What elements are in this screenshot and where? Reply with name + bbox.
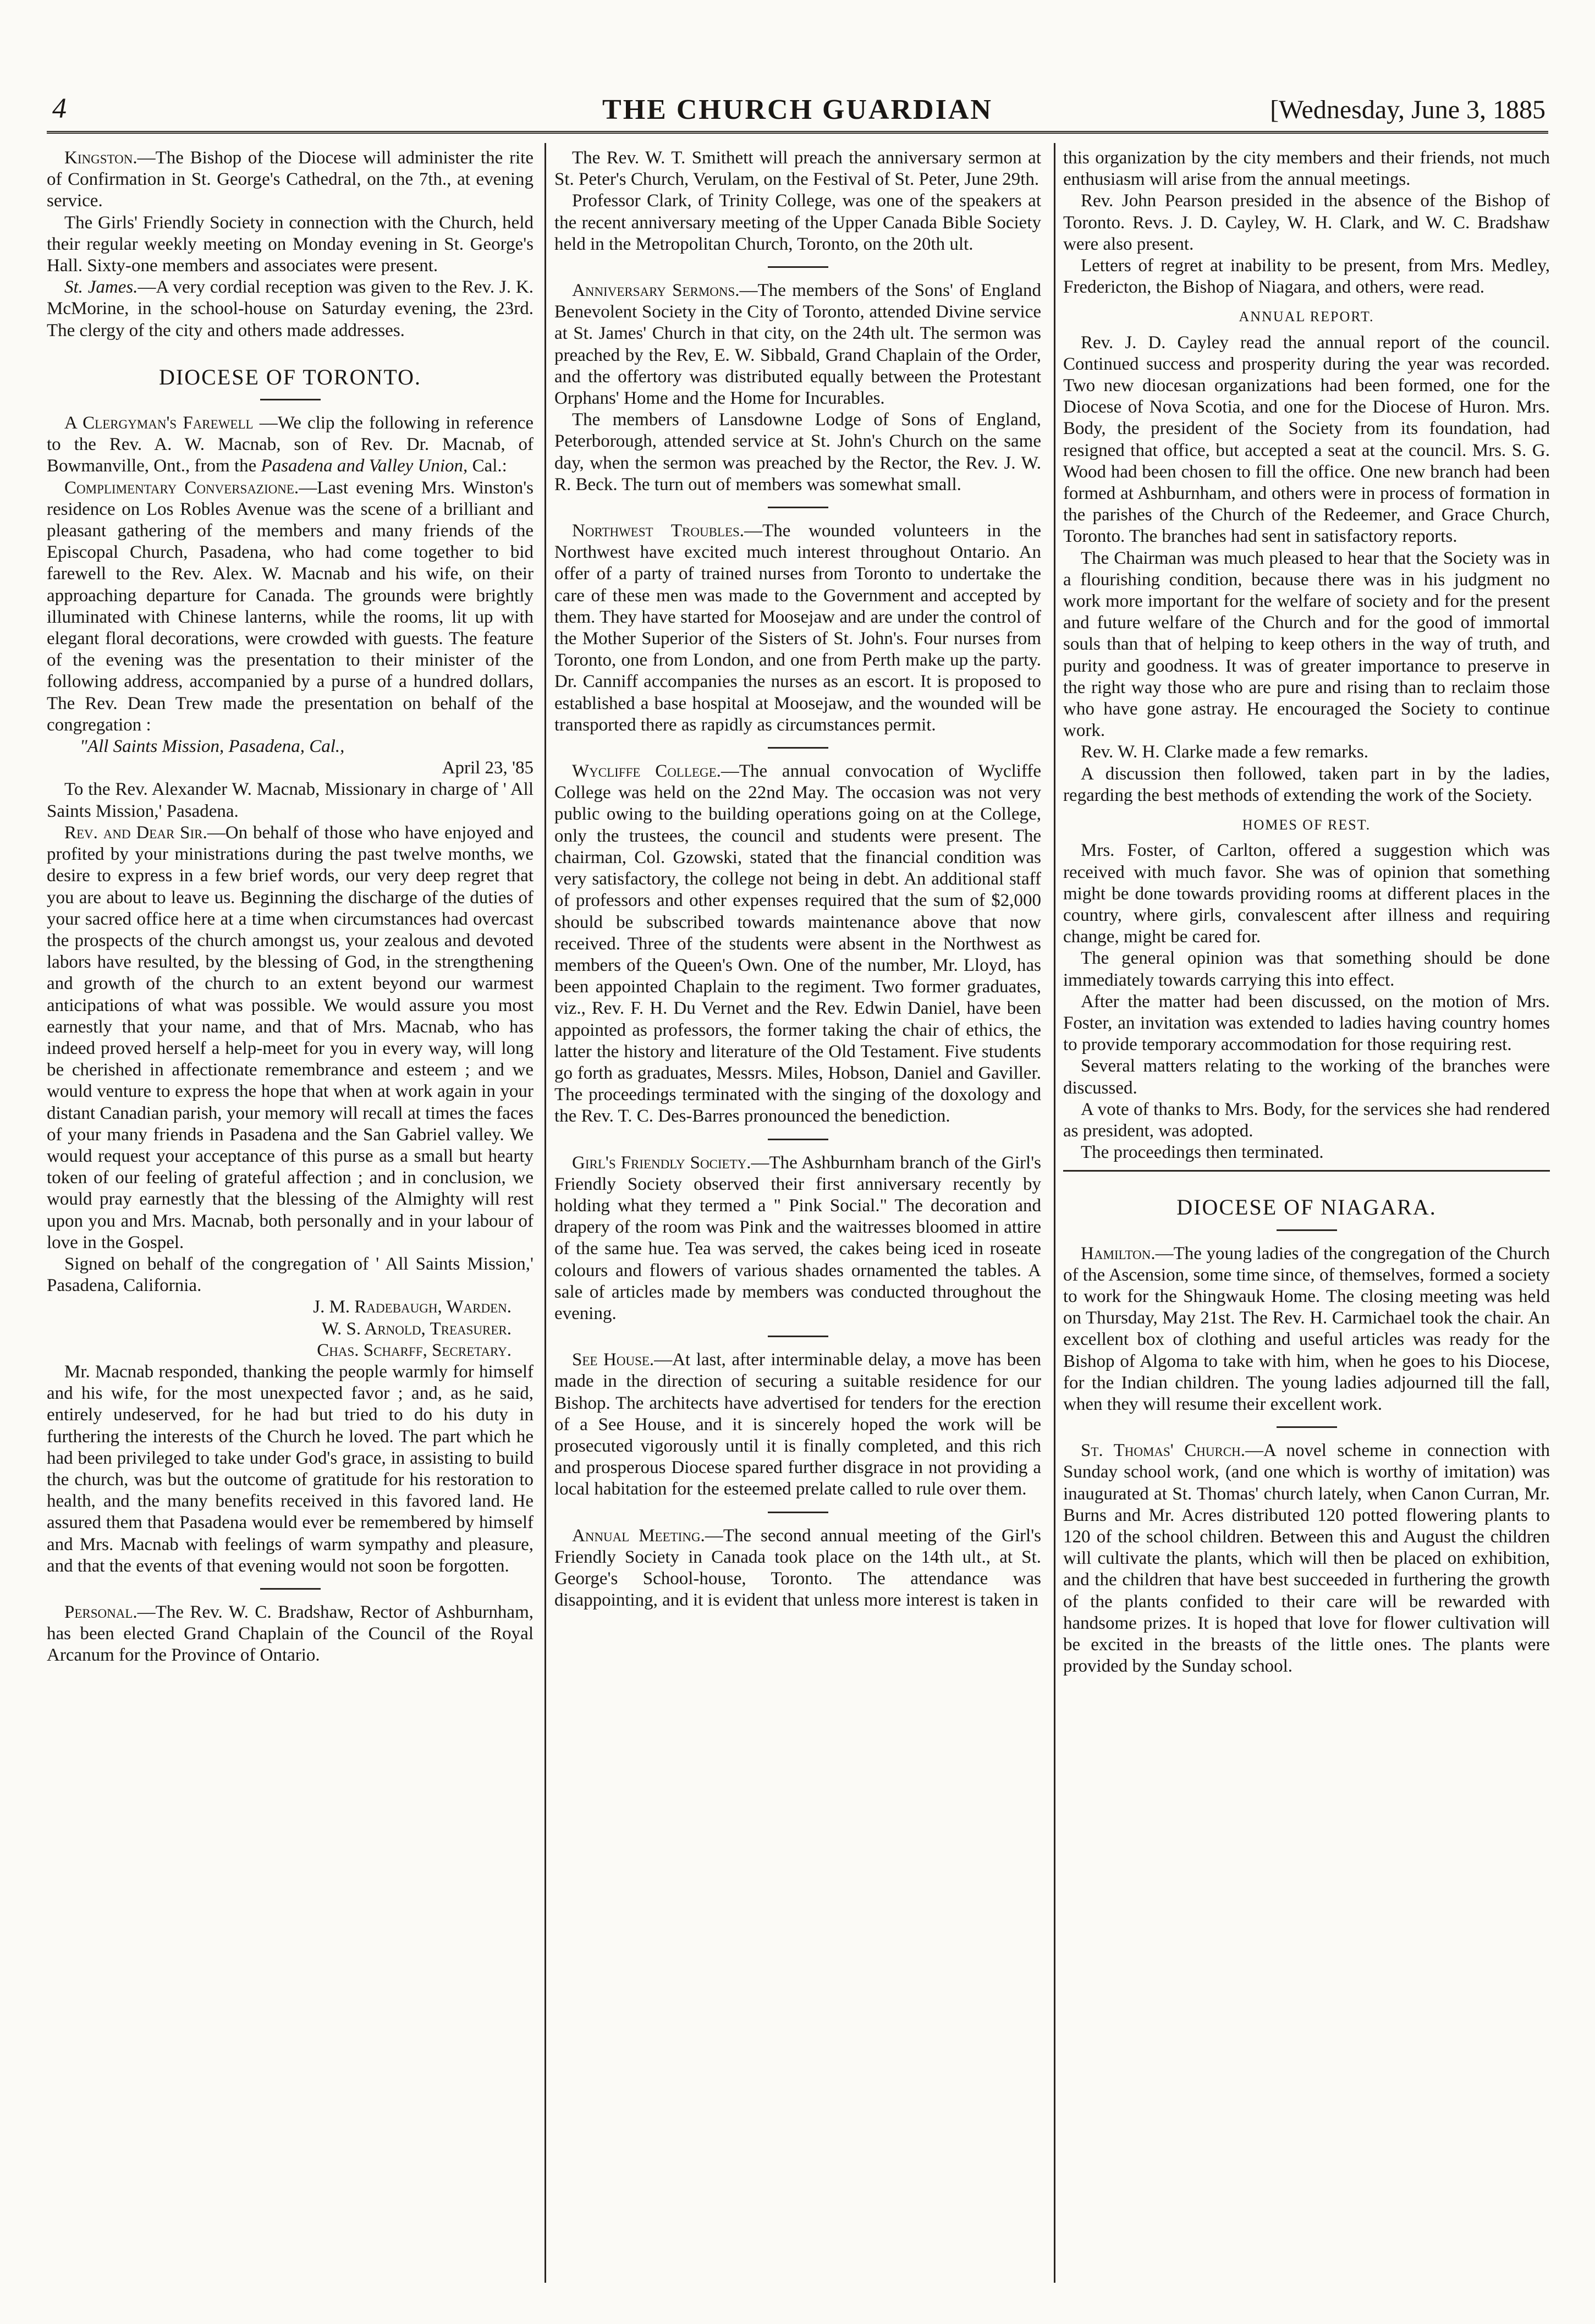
article-text: Rev. J. D. Cayley read the annual report of the council. Continued success and prosperity during the year was recorded. Two new diocesan organizations had been formed, one for the Diocese of Nova Scotia, and one for the Diocese of Huron. Mrs. Body, the president of the Society from its foundation, had resigned that office, but accepted a seat at the council. Mrs. S. G. Wood had been chosen to fill the office. One new branch had been formed at Ashburnham, and others were in process of formation in the parishes of the Church of the Redeemer, and Grace Church, Toronto. The branches had sent in satisfactory reports. <box>1063 332 1550 547</box>
article-lead: Personal. <box>64 1602 138 1622</box>
article-text: —On behalf of those who have enjoyed and profited by your ministrations during the past twelve months, we desire to express in a few brief words, our very deep regret that you are about to leave us. Beginning the discharge of the duties of your sacred office here at a time when circumstances had overcast the prospects of the church amongst us, your zealous and devoted labors have resulted, by the blessing of God, in the strengthening and growth of the church to an extent beyond our warmest anticipations of what was possible. We would assure you most earnestly that your name, and that of Mrs. Macnab, who has indeed proved herself a help-meet for you in every way, will long be cherished in affectionate remembrance and esteem ; and we would venture to express the hope that when at work again in your distant Canadian parish, your memory will recall at times the faces of your many friends in Pasadena and the San Gabriel valley. We would request your acceptance of this purse as a small but hearty token of our feeling of grateful affection ; and in conclusion, we would pray earnestly that the blessing of the Almighty will rest upon you and Mrs. Macnab, both personally and in your labour of love in the Gospel. <box>47 822 534 1252</box>
address-recipient: To the Rev. Alexander W. Macnab, Missionary in charge of ' All Saints Mission,' Pasadena. <box>47 779 534 821</box>
article-kingston <box>47 147 534 212</box>
article-lead: Hamilton. <box>1081 1243 1156 1263</box>
article-conversazione <box>47 477 534 736</box>
section-rule <box>1277 1426 1337 1428</box>
article-text: Rev. W. H. Clarke made a few remarks. <box>1081 742 1368 762</box>
article-text: Several matters relating to the working of the branches were discussed. <box>1063 1056 1550 1098</box>
article-lead: Anniversary Sermons. <box>572 281 740 301</box>
subheading-homes-of-rest: HOMES OF REST. <box>1242 817 1371 833</box>
article-lead: A Clergyman's Farewell <box>64 413 254 433</box>
article-text: —The Bishop of the Diocese will administer the rite of Confirmation in St. George's Cathedral, on the 7th., at evening service. <box>47 148 534 211</box>
article-text: Professor Clark, of Trinity College, was one of the speakers at the recent anniversary meeting of the Upper Canada Bible Society held in the Metropolitan Church, Toronto, on the 20th ult. <box>554 191 1041 254</box>
subheading-annual-report: ANNUAL REPORT. <box>1239 309 1374 325</box>
article-text: —The members of the Sons' of England Benevolent Society in the City of Toronto, attended Divine service at St. James' Church in that city, on the 24th ult. The sermon was preached by the Rev, E. W. Sibbald, Grand Chaplain of the Order, and the offertory was distributed equally between the Protestant Orphans' Home and the Home for Incurables. <box>554 281 1041 409</box>
article-lead: See House. <box>572 1350 654 1370</box>
masthead-title: THE CHURCH GUARDIAN <box>602 94 993 125</box>
address-date: April 23, '85 <box>442 758 534 778</box>
issue-date: [Wednesday, June 3, 1885 <box>1270 95 1546 124</box>
article-lead: Complimentary Conversazione. <box>64 477 299 498</box>
section-rule <box>1277 1229 1337 1231</box>
page-header <box>47 92 1548 134</box>
article-text: —The annual convocation of Wycliffe College was held on the 22nd May. The occasion was not very public owing to the building operations going on at the College, only the trustees, the council and students were present. The chairman, Col. Gzowski, stated that the financial condition was very satisfactory, the college not being in debt. An additional staff of professors and other expenses required that the sum of $2,000 should be subscribed towards maintenance above that now received. Three of the students were absent in the Northwest as members of the Queen's Own. One of the number, Mr. Lloyd, has been appointed Chaplain to the regiment. Two former graduates, viz., Rev. F. H. Du Vernet and the Rev. Edwin Daniel, have been appointed as professors, the former taking the chair of ethics, the latter the history and literature of the Old Testament. Five students go forth as graduates, Messrs. Miles, Hobson, Daniel and Gaviller. The proceedings terminated with the singing of the doxology and the Rev. T. C. Des-Barres pronounced the benediction. <box>554 761 1041 1127</box>
article-lead: St. Thomas' Church. <box>1081 1441 1246 1461</box>
article-text: —The wounded volunteers in the Northwest have excited much interest throughout Ontario. An offer of a party of trained nurses from Toronto to undertake the care of these men was made to the Government and accepted by them. They have started for Moosejaw and are under the control of the Mother Superior of the Sisters of St. John's. Four nurses from Toronto, one from London, and one from Perth make up the party. Dr. Canniff accompanies the nurses as an escort. It is proposed to established a base hospital at Moosejaw, and the wounded will be transported there as rapidly as circumstances permit. <box>554 521 1041 735</box>
article-lead: Annual Meeting. <box>572 1525 705 1546</box>
article-see-house <box>554 1349 1041 1500</box>
article-lead: Northwest Troubles. <box>572 521 745 541</box>
section-rule <box>260 399 321 400</box>
column-divider <box>1054 143 1055 2283</box>
article-text: The Girls' Friendly Society in connection with the Church, held their regular weekly meeting on Monday evening in St. George's Hall. Sixty-one members and associates were present. <box>47 212 534 276</box>
address-body <box>47 822 534 1254</box>
column-divider <box>544 143 546 2283</box>
section-rule <box>1063 1170 1550 1172</box>
section-rule <box>768 1512 828 1513</box>
article-text: —The young ladies of the congregation of the Church of the Ascension, some time since, of themselves, formed a society to work for the Shingwauk Home. The closing meeting was held on Thursday, May 21st. The Rev. H. Carmichael took the chair. An excellent box of clothing and useful articles was ready for the Bishop of Algoma to take with him, when he goes to his Diocese, for the Indian children. The young ladies adjourned till the fall, when they will resume their excellent work. <box>1063 1243 1550 1414</box>
article-anniversary <box>554 280 1041 409</box>
article-text: A vote of thanks to Mrs. Body, for the services she had rendered as president, was adopted. <box>1063 1099 1550 1141</box>
signature-secretary: Chas. Scharff, Secretary. <box>317 1340 512 1360</box>
article-lead: St. James. <box>64 277 138 298</box>
article-lead: Kingston. <box>64 148 138 168</box>
article-text: The members of Lansdowne Lodge of Sons of England, Peterborough, attended service at St. John's Church on the same day, when the sermon was preached by the Rector, the Rev. J. W. R. Beck. The turn out of members was somewhat small. <box>554 410 1041 495</box>
article-personal <box>47 1602 534 1667</box>
section-rule <box>260 1588 321 1590</box>
address-signed: Signed on behalf of the congregation of ' All Saints Mission,' Pasadena, California. <box>47 1254 534 1296</box>
article-text: —The second annual meeting of the Girl's Friendly Society in Canada took place on the 14th ult., at St. George's School-house, Toronto. The attendance was disappointing, and it is evident that unless more interest is taken in <box>554 1525 1041 1611</box>
article-text: Letters of regret at inability to be present, from Mrs. Medley, Fredericton, the Bishop of Niagara, and others, were read. <box>1063 256 1550 298</box>
article-text: —Last evening Mrs. Winston's residence on Los Robles Avenue was the scene of a brilliant and pleasant gathering of the members and many friends of the Episcopal Church, Pasadena, who had come together to bid farewell to the Rev. Alex. W. Macnab and his wife, on their approaching departure for Canada. The grounds were brightly illuminated with Chinese lanterns, while the rooms, lit up with elegant floral decorations, were crowded with guests. The feature of the evening was the presentation to their minister of the following address, accompanied by a purse of a hundred dollars, The Rev. Dean Trew made the presentation on behalf of the congregation : <box>47 477 534 735</box>
article-text: The Rev. W. T. Smithett will preach the anniversary sermon at St. Peter's Church, Verulam, on the Festival of St. Peter, June 29th. <box>554 148 1041 190</box>
article-text: Mr. Macnab responded, thanking the people warmly for himself and his wife, for the most unexpected favor ; and, as he said, entirely undeserved, for he had but tried to do his duty in furthering the interests of the Church he loved. The part which he had been privileged to take under God's grace, in assisting to build the church, was but the outcome of gratitude for his restoration to health, and the many benefits received in this favored land. He assured them that Pasadena would ever be remembered by himself and Mrs. Macnab with feelings of warm sympathy and pleasure, and that the events of that evening would not soon be forgotten. <box>47 1361 534 1576</box>
article-lead: Girl's Friendly Society. <box>572 1152 751 1173</box>
section-rule <box>768 266 828 268</box>
signature-warden: J. M. Radebaugh, Warden. <box>313 1297 512 1317</box>
article-text: After the matter had been discussed, on the motion of Mrs. Foster, an invitation was extended to ladies having country homes to provide temporary accommodation for those requiring rest. <box>1063 991 1550 1055</box>
article-text: The general opinion was that something should be done immediately towards carrying this into effect. <box>1063 948 1550 990</box>
newspaper-name: Pasadena and Valley Union, <box>261 456 468 476</box>
article-text: Cal.: <box>468 456 507 476</box>
article-st-thomas <box>1063 1440 1550 1677</box>
section-rule <box>768 747 828 749</box>
article-text: —A novel scheme in connection with Sunday school work, (and one which is worthy of imitation) was inaugurated at St. Thomas' church lately, when Canon Curran, Mr. Burns and Mr. Acres distributed 120 potted flowering plants to 120 of the school children. Between this and August the children will cultivate the plants, which will then be placed on exhibition, and the children that have best succeeded in furthering the growth of the plants confided to their care will be rewarded with handsome prizes. It is hoped that love for flower cultivation will be excited in the breasts of the little ones. The plants were provided by the Sunday school. <box>1063 1441 1550 1677</box>
section-heading-toronto: DIOCESE OF TORONTO. <box>159 364 421 389</box>
article-lead: Rev. and Dear Sir. <box>64 822 207 843</box>
article-wycliffe <box>554 761 1041 1127</box>
article-northwest <box>554 520 1041 736</box>
article-text: —The Ashburnham branch of the Girl's Friendly Society observed their first anniversary recently by holding what they termed a " Pink Social." The decoration and drapery of the room was Pink and the waitresses bloomed in attire of the same hue. Tea was served, the cakes being iced in roseate colours and flowers of various shades ornamented the tables. A sale of articles made by members was conducted throughout the evening. <box>554 1152 1041 1323</box>
article-text: Mrs. Foster, of Carlton, offered a suggestion which was received with much favor. She was of opinion that something might be done towards providing rooms at different places in the country, where girls, convalescent after illness and requiring change, might be cared for. <box>1063 840 1550 947</box>
column-3 <box>1063 147 1550 1677</box>
article-lead: Wycliffe College. <box>572 761 721 782</box>
article-text: The Chairman was much pleased to hear that the Society was in a flourishing condition, because there was in his judgment no work more important for the welfare of society and for the present and future welfare of the Church and for the good of immortal souls than that of helping to keep others in the way of truth, and purity and goodness. It was of greater importance to preserve in the right way those who are pure and rising than to reclaim those who have gone astray. He encouraged the Society to continue work. <box>1063 548 1550 741</box>
section-rule <box>768 1336 828 1337</box>
page-number: 4 <box>52 93 67 124</box>
article-hamilton <box>1063 1243 1550 1416</box>
article-text: —A very cordial reception was given to the Rev. J. K. McMorine, in the school-house on Saturday evening, the 23rd. The clergy of the city and others made addresses. <box>47 277 534 340</box>
section-heading-niagara: DIOCESE OF NIAGARA. <box>1176 1195 1437 1220</box>
signature-treasurer: W. S. Arnold, Treasurer. <box>321 1318 512 1339</box>
article-text: —At last, after interminable delay, a move has been made in the direction of securing a suitable residence for our Bishop. The architects have advertised for tenders for the erection of a See House, and it is sincerely hoped the work will be prosecuted vigorously until it is finally completed, and this rich and prosperous Diocese spared further disgrace in not providing a local habitation for the esteemed prelate called to rule over them. <box>554 1350 1042 1499</box>
section-rule <box>768 507 828 508</box>
article-text: —The Rev. W. C. Bradshaw, Rector of Ashburnham, has been elected Grand Chaplain of the Council of the Royal Arcanum for the Province of Ontario. <box>47 1602 534 1666</box>
article-text: The proceedings then terminated. <box>1081 1142 1324 1163</box>
article-st-james <box>47 277 534 342</box>
article-text: A discussion then followed, taken part in by the ladies, regarding the best methods of extending the work of the Society. <box>1063 763 1550 805</box>
address-heading: "All Saints Mission, Pasadena, Cal., <box>80 737 345 757</box>
article-text: Rev. John Pearson presided in the absence of the Bishop of Toronto. Revs. J. D. Cayley, W. H. Clark, and W. C. Bradshaw were also present. <box>1063 191 1550 254</box>
column-1 <box>47 147 534 1667</box>
article-farewell <box>47 413 534 477</box>
column-2 <box>554 147 1041 1611</box>
article-annual-meeting <box>554 1525 1041 1612</box>
article-gfs <box>554 1152 1041 1325</box>
article-text: —We clip the following in reference to the Rev. A. W. Macnab, son of Rev. Dr. Macnab, of Bowmanville, Ont., from the <box>47 413 534 476</box>
article-text: this organization by the city members and their friends, not much enthusiasm will arise from the annual meetings. <box>1063 148 1550 190</box>
section-rule <box>768 1139 828 1140</box>
